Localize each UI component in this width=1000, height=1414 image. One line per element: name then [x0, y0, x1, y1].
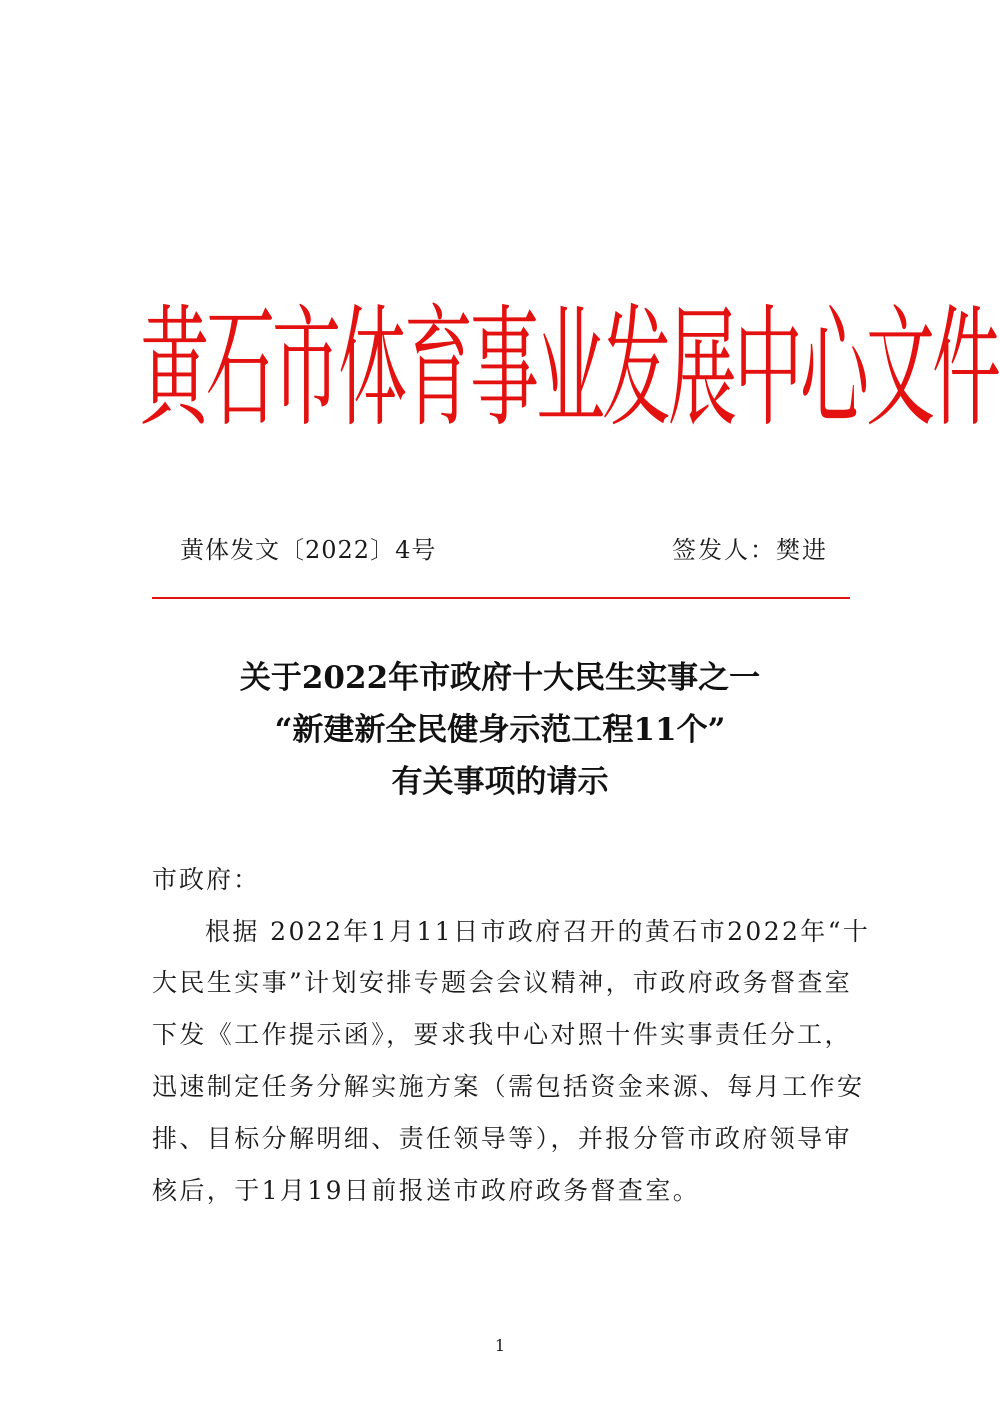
- salutation: 市政府：: [152, 865, 261, 894]
- document-number: 黄体发文〔2022〕4号: [180, 536, 437, 564]
- body-line-6: 核后，于1月19日前报送市政府政务督查室。: [152, 1176, 701, 1205]
- page-number: 1: [494, 1336, 506, 1355]
- document-title-line-3: 有关事项的请示: [391, 764, 609, 800]
- document-title-line-2: “新建新全民健身示范工程11个”: [274, 712, 726, 748]
- body-line-2: 大民生实事”计划安排专题会会议精神，市政府政务督查室: [152, 968, 853, 997]
- red-divider: [152, 597, 850, 599]
- body-line-1: 根据 2022年1月11日市政府召开的黄石市2022年“十: [205, 917, 871, 946]
- body-line-4: 迅速制定任务分解实施方案（需包括资金来源、每月工作安: [152, 1072, 865, 1101]
- signer: 签发人：樊进: [672, 536, 828, 564]
- issuer-title: 黄石市体育事业发展中心文件: [140, 294, 998, 446]
- document-title-line-1: 关于2022年市政府十大民生实事之一: [239, 660, 761, 696]
- body-line-3: 下发《工作提示函》，要求我中心对照十件实事责任分工，: [152, 1020, 852, 1049]
- body-line-5: 排、目标分解明细、责任领导等），并报分管市政府领导审: [152, 1124, 852, 1153]
